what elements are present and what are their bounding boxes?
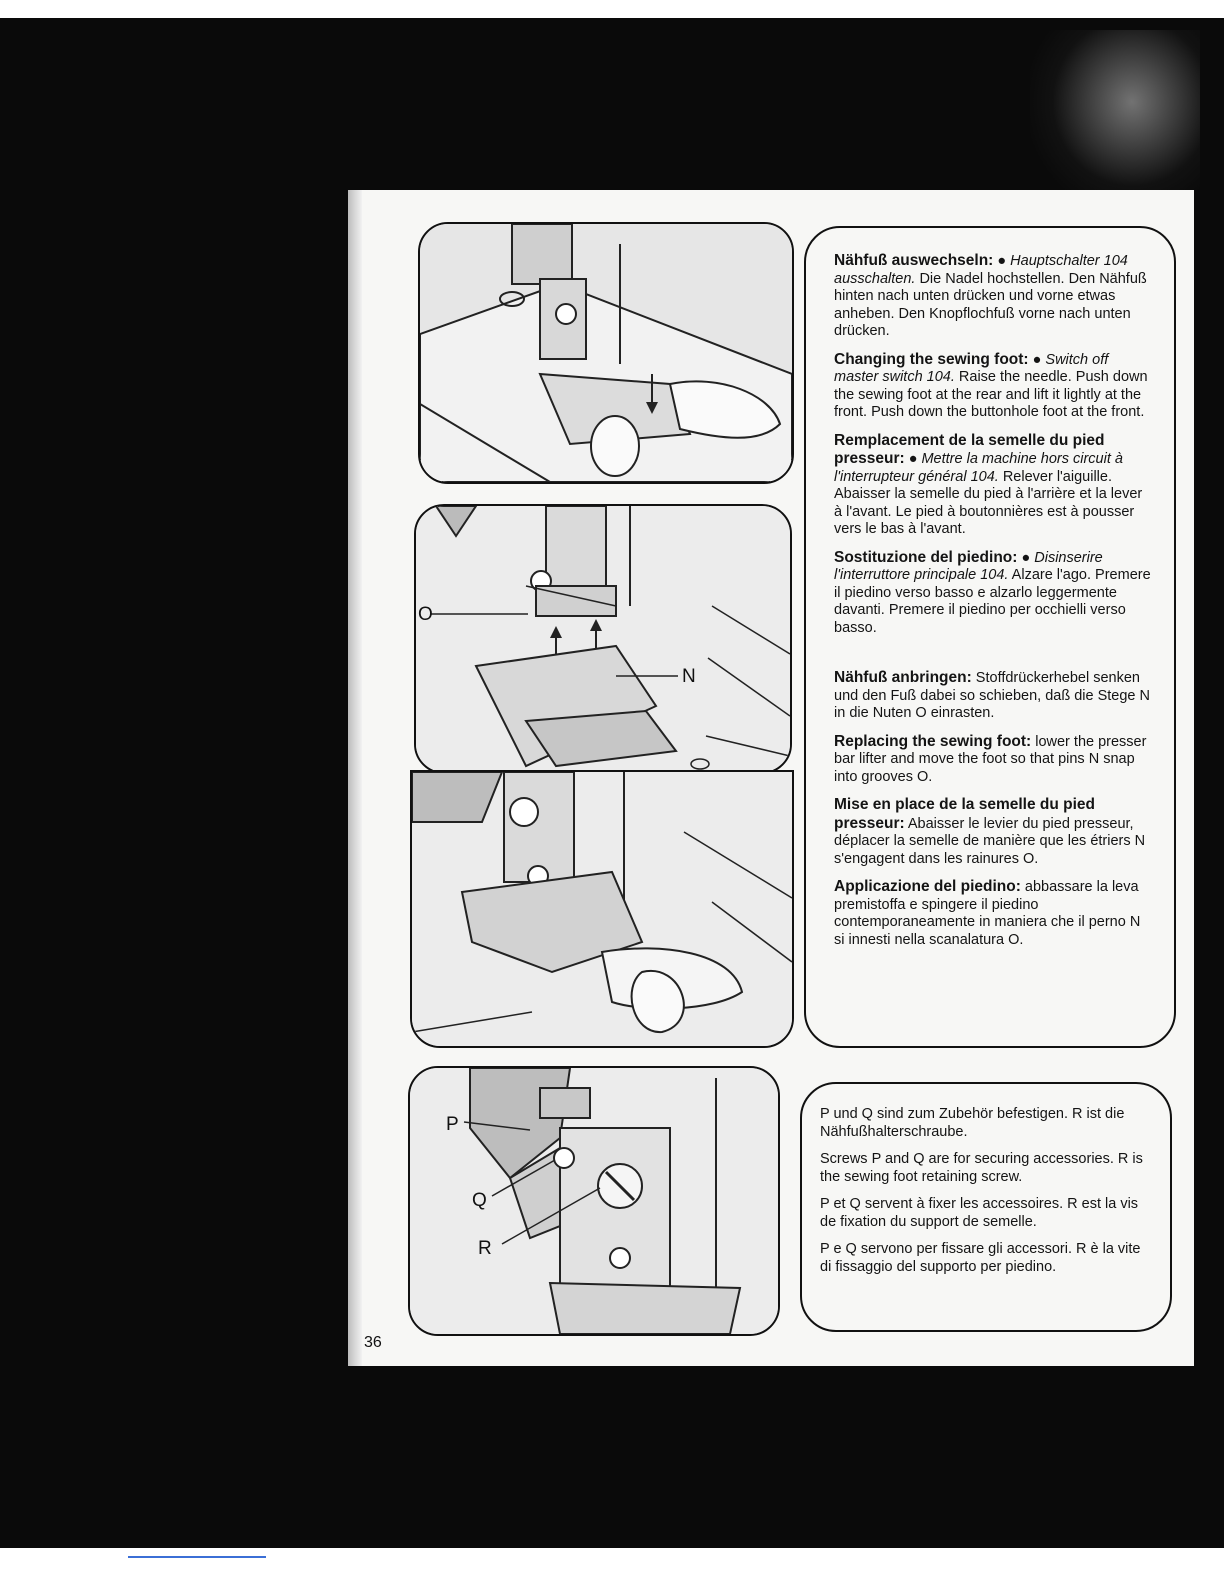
italic-en-change: Switch off master switch 104. — [834, 351, 1109, 385]
italic-fr-change: Mettre la machine hors circuit à l'interrupteur général 104. — [834, 451, 1123, 485]
text-box-screws — [800, 1082, 1172, 1332]
heading-de-attach: Nähfuß anbringen: — [834, 669, 972, 686]
para-en-attach — [834, 733, 1152, 787]
illustration-foot-attach — [412, 772, 792, 1046]
para-fr-attach — [834, 796, 1152, 868]
heading-de-change: Nähfuß auswechseln: — [834, 252, 994, 269]
para-it-screws: P e Q servono per fissare gli accessori. R è la vite di fissaggio del supporto per piedino. — [820, 1241, 1141, 1275]
body-en-attach: lower the presser bar lifter and move the foot so that pins N snap into grooves O. — [834, 733, 1147, 785]
page-number: 36 — [364, 1334, 382, 1351]
heading-fr-change: Remplacement de la semelle du pied presseur: — [834, 431, 1105, 467]
bullet-it: ● — [1021, 549, 1031, 566]
body-en-change: Raise the needle. Push down the sewing foot at the rear and lift it lightly at the front. Push down the buttonhole foot at the front. — [834, 369, 1148, 420]
heading-en-change: Changing the sewing foot: — [834, 350, 1029, 368]
body-fr-change: Relever l'aiguille. Abaisser la semelle du pied à l'arrière et la lever à l'avant. Le pied à boutonnières est à pousser vers le bas à l'avant. — [834, 468, 1143, 537]
figure-foot-removal — [418, 222, 794, 484]
illustration-foot-pins-grooves — [416, 506, 790, 772]
heading-en-attach: Replacing the sewing foot: — [834, 732, 1032, 750]
figure-foot-attach — [410, 770, 794, 1048]
body-fr-attach: Abaisser le levier du pied presseur, déplacer la semelle de manière que les étriers N s'engagent dans les rainures O. — [834, 815, 1146, 867]
para-de-change — [834, 252, 1152, 341]
para-de-screws: P und Q sind zum Zubehör befestigen. R ist die Nähfußhalterschraube. — [820, 1106, 1125, 1140]
illustration-screws-pqr — [410, 1068, 778, 1334]
heading-it-attach: Applicazione del piedino: — [834, 878, 1021, 895]
scan-border-bottom — [0, 1548, 1224, 1584]
figure-screws-pqr — [408, 1066, 780, 1336]
italic-de-change: Hauptschalter 104 ausschalten. — [834, 253, 1128, 287]
scan-link-underline — [128, 1556, 266, 1558]
bullet-fr: ● — [908, 451, 918, 467]
bullet-de: ● — [997, 253, 1007, 269]
para-en-change — [834, 351, 1152, 422]
illustration-foot-removal — [420, 224, 792, 482]
body-de-change: Die Nadel hochstellen. Den Nähfuß hinten nach unten drücken und vorne etwas anheben. Den Knopflochfuß vorne nach unten drücken. — [834, 270, 1147, 339]
italic-it-change: Disinserire l'interruttore principale 104. — [834, 549, 1103, 583]
label-q: Q — [472, 1190, 487, 1211]
label-n: N — [682, 666, 696, 687]
heading-fr-attach: Mise en place de la semelle du pied presseur: — [834, 796, 1096, 832]
body-de-attach: Stoffdrückerhebel senken und den Fuß dabei so schieben, daß die Stege N in die Nuten O einrasten. — [834, 670, 1150, 721]
figure-foot-pins-grooves — [414, 504, 792, 774]
para-de-attach — [834, 669, 1152, 723]
para-it-attach — [834, 878, 1152, 949]
scan-glare — [1030, 30, 1200, 210]
body-it-change: Alzare l'ago. Premere il piedino verso basso e alzarlo leggermente davanti. Premere il piedino per occhielli verso basso. — [834, 567, 1151, 636]
label-p: P — [446, 1114, 459, 1135]
para-fr-change — [834, 432, 1152, 539]
text-box-foot-instructions — [804, 226, 1176, 1048]
heading-it-change: Sostituzione del piedino: — [834, 548, 1018, 566]
body-it-attach: abbassare la leva premistoffa e spingere il piedino contemporaneamente in maniera che il perno N si innesti nella scanalatura O. — [834, 879, 1141, 948]
label-r: R — [478, 1238, 492, 1259]
para-fr-screws: P et Q servent à fixer les accessoires. R est la vis de fixation du support de semelle. — [820, 1196, 1139, 1230]
label-o: O — [418, 604, 433, 625]
scan-border-top — [0, 0, 1224, 18]
para-it-change — [834, 549, 1152, 638]
page-spine-shadow — [348, 190, 362, 1366]
bullet-en: ● — [1032, 351, 1042, 368]
para-en-screws: Screws P and Q are for securing accessories. R is the sewing foot retaining screw. — [820, 1151, 1143, 1185]
